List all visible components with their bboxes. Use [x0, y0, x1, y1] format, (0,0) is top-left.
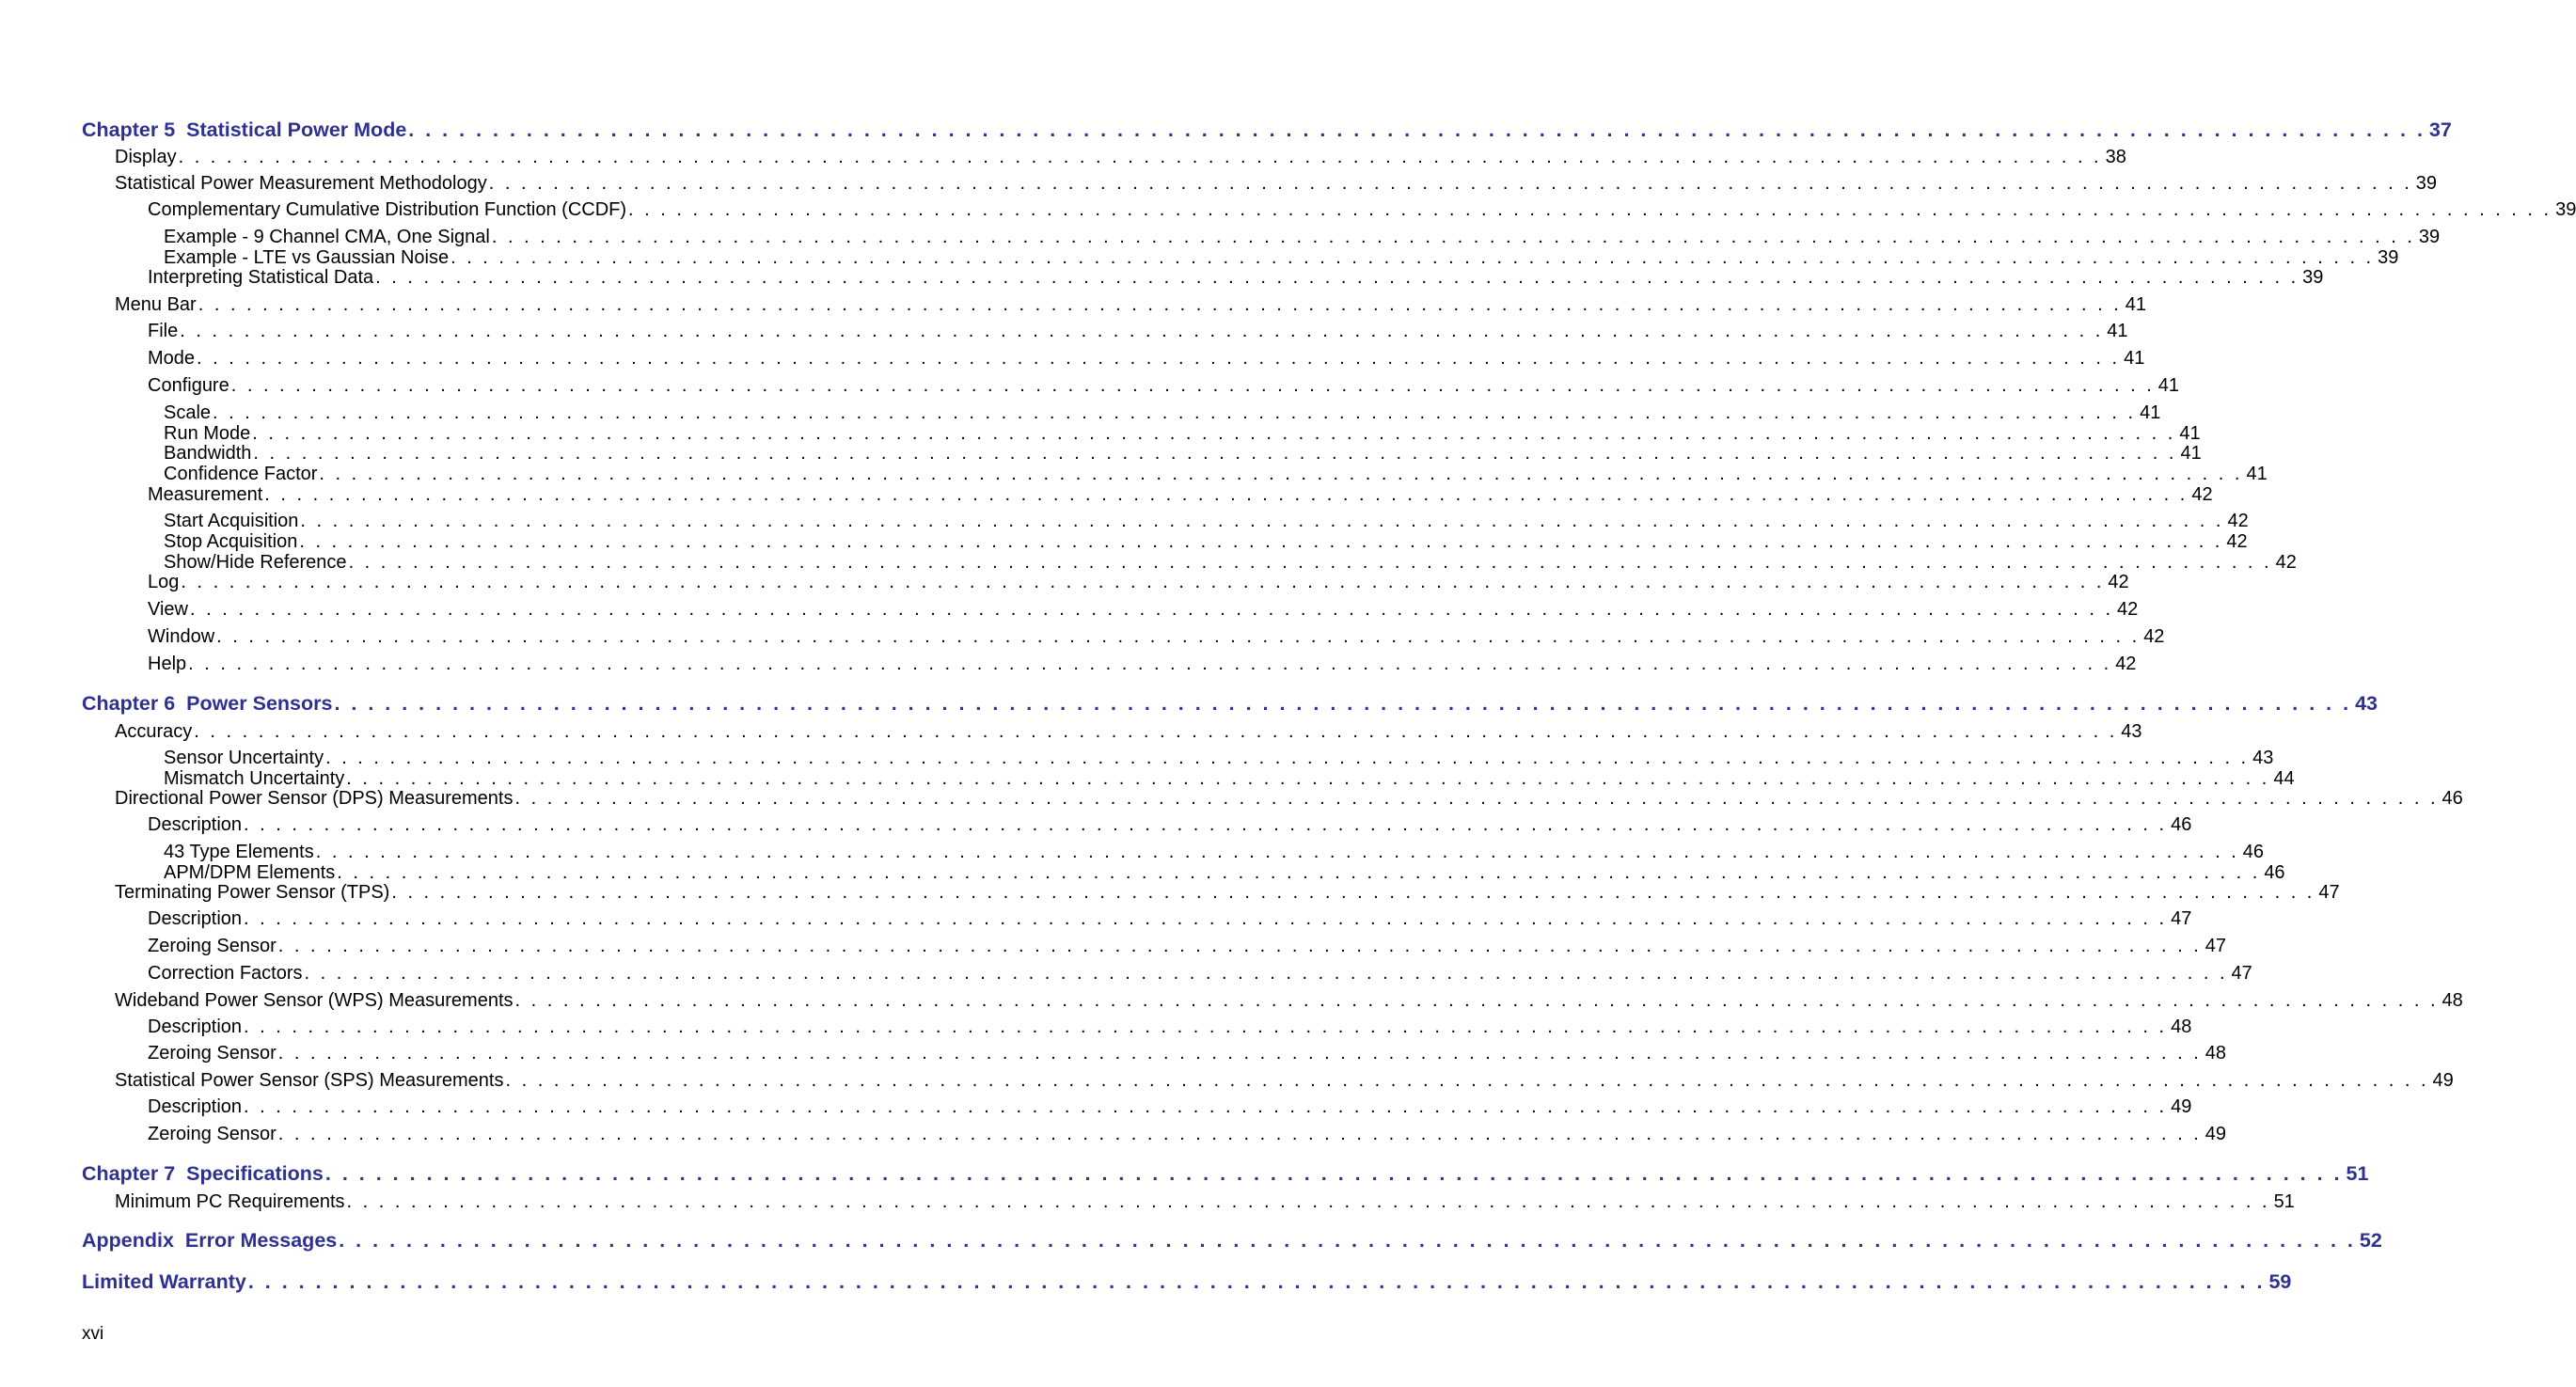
toc-entry-page-number: 44 — [2273, 768, 2295, 789]
toc-entry-page-number: 41 — [2180, 443, 2202, 464]
toc-entry-title: Statistical Power Measurement Methodology — [115, 173, 487, 194]
toc-chapter-entry[interactable] — [82, 1269, 2292, 1295]
dot-leader: . . . . . . . . . . . . . . . . . . . . . . . . . . . . . . . . . . . . . . . . . . . . . . . . . . . . . . . . . . . . . . . . . . . . . . . . . . . . . . . . . . . . . . . . . . . . . . . . . . . . . . . . . . . . . . . . . . . . . . . . — [197, 348, 2121, 369]
toc-entry-title: Chapter 6 Power Sensors — [82, 692, 333, 715]
dot-leader: . . . . . . . . . . . . . . . . . . . . . . . . . . . . . . . . . . . . . . . . . . . . . . . . . . . . . . . . . . . . . . . . . . . . . . . . . . . . . . . . . . . . . . . . . . . . . . . . . . . . . . . . . . . . . . . . . . . . . . . . — [346, 768, 2270, 789]
toc-entry-title: Description — [148, 908, 243, 929]
toc-entry-page-number: 48 — [2442, 990, 2463, 1011]
toc-entry[interactable] — [148, 483, 2213, 506]
toc-entry[interactable] — [148, 347, 2145, 370]
dot-leader: . . . . . . . . . . . . . . . . . . . . . . . . . . . . . . . . . . . . . . . . . . . . . . . . . . . . . . . . . . . . . . . . . . . . . . . . . . . . . . . . . . . . . . . . . . . . . . . . . . . . . . . . . . . . . . . . . . . . . . . . — [514, 788, 2439, 809]
toc-entry-page-number: 43 — [2252, 748, 2274, 768]
toc-entry-title: Interpreting Statistical Data — [148, 267, 374, 288]
toc-entry-title: Chapter 5 Statistical Power Mode — [82, 118, 407, 141]
dot-leader: . . . . . . . . . . . . . . . . . . . . . . . . . . . . . . . . . . . . . . . . . . . . . . . . . . . . . . . . . . . . . . . . . . . . . . . . . . . . . . . . . . . . . . . . . . . . . . . . . . . . . . . . . . . . . . . . . . . . . . . . — [264, 484, 2189, 505]
toc-entry-title: Chapter 7 Specifications — [82, 1162, 324, 1185]
toc-entry-page-number: 39 — [2555, 199, 2576, 220]
dot-leader: . . . . . . . . . . . . . . . . . . . . . . . . . . . . . . . . . . . . . . . . . . . . . . . . . . . . . . . . . . . . . . . . . . . . . . . . . . . . . . . . . . . . . . . . . . . . . . . . . . . . . . . . . . . . . . . . . . . . . . . . — [450, 247, 2375, 268]
toc-entry[interactable] — [148, 598, 2139, 621]
toc-entry-page-number: 38 — [2105, 147, 2126, 167]
toc-entry-page-number: 46 — [2242, 842, 2265, 862]
dot-leader: . . . . . . . . . . . . . . . . . . . . . . . . . . . . . . . . . . . . . . . . . . . . . . . . . . . . . . . . . . . . . . . . . . . . . . . . . . . . . . . . . . . . . . . . . . . . . . . . . . . . . . . . . . . . . . . . . . . . . . . . — [491, 227, 2415, 247]
toc-entry-title: APM/DPM Elements — [164, 862, 336, 883]
toc-entry-page-number: 49 — [2171, 1096, 2192, 1117]
toc-entry-page-number: 47 — [2318, 882, 2340, 903]
toc-entry-title: Directional Power Sensor (DPS) Measurements — [115, 788, 514, 809]
toc-entry-title: Description — [148, 1096, 243, 1117]
toc-entry-title: View — [148, 599, 188, 620]
toc-entry-page-number: 47 — [2205, 936, 2227, 956]
dot-leader: . . . . . . . . . . . . . . . . . . . . . . . . . . . . . . . . . . . . . . . . . . . . . . . . . . . . . . . . . . . . . . . . . . . . . . . . . . . . . . . . . . . . . . . . . . . . . . . . . . . . . . . . . . . . . . . . . . . . . . . . — [488, 173, 2412, 194]
toc-entry[interactable] — [148, 813, 2192, 836]
toc-entry[interactable] — [115, 881, 2340, 904]
toc-entry[interactable] — [148, 374, 2180, 397]
dot-leader: . . . . . . . . . . . . . . . . . . . . . . . . . . . . . . . . . . . . . . . . . . . . . . . . . . . . . . . . . . . . . . . . . . . . . . . . . . . . . . . . . . . . . . . . . . . . . . . . . . . . . . . . . . . . . . . . . . . . . . . . — [334, 692, 2352, 715]
toc-entry-title: Accuracy — [115, 721, 193, 742]
toc-entry-title: Display — [115, 147, 177, 167]
toc-entry-title: Configure — [148, 375, 229, 396]
dot-leader: . . . . . . . . . . . . . . . . . . . . . . . . . . . . . . . . . . . . . . . . . . . . . . . . . . . . . . . . . . . . . . . . . . . . . . . . . . . . . . . . . . . . . . . . . . . . . . . . . . . . . . . . . . . . . . . . . . . . . . . . — [178, 147, 2102, 167]
toc-entry-page-number: 41 — [2125, 294, 2147, 315]
dot-leader: . . . . . . . . . . . . . . . . . . . . . . . . . . . . . . . . . . . . . . . . . . . . . . . . . . . . . . . . . . . . . . . . . . . . . . . . . . . . . . . . . . . . . . . . . . . . . . . . . . . . . . . . . . . . . . . . . . . . . . . . — [348, 552, 2272, 573]
toc-entry[interactable] — [164, 402, 2161, 424]
toc-entry-title: File — [148, 321, 179, 341]
toc-entry-page-number: 49 — [2205, 1124, 2227, 1144]
toc-entry-page-number: 43 — [2355, 692, 2378, 715]
toc-chapter-entry[interactable] — [82, 690, 2378, 717]
toc-entry-title: Measurement — [148, 484, 263, 505]
dot-leader: . . . . . . . . . . . . . . . . . . . . . . . . . . . . . . . . . . . . . . . . . . . . . . . . . . . . . . . . . . . . . . . . . . . . . . . . . . . . . . . . . . . . . . . . . . . . . . . . . . . . . . . . . . . . . . . . . . . . . . . . — [628, 199, 2552, 220]
dot-leader: . . . . . . . . . . . . . . . . . . . . . . . . . . . . . . . . . . . . . . . . . . . . . . . . . . . . . . . . . . . . . . . . . . . . . . . . . . . . . . . . . . . . . . . . . . . . . . . . . . . . . . . . . . . . . . . . . . . . . . . . — [180, 321, 2104, 341]
toc-chapter-entry[interactable] — [82, 1227, 2382, 1253]
dot-leader: . . . . . . . . . . . . . . . . . . . . . . . . . . . . . . . . . . . . . . . . . . . . . . . . . . . . . . . . . . . . . . . . . . . . . . . . . . . . . . . . . . . . . . . . . . . . . . . . . . . . . . . . . . . . . . . . . . . . . . . . — [230, 375, 2155, 396]
dot-leader: . . . . . . . . . . . . . . . . . . . . . . . . . . . . . . . . . . . . . . . . . . . . . . . . . . . . . . . . . . . . . . . . . . . . . . . . . . . . . . . . . . . . . . . . . . . . . . . . . . . . . . . . . . . . . . . . . . . . . . . . — [244, 1096, 2168, 1117]
dot-leader: . . . . . . . . . . . . . . . . . . . . . . . . . . . . . . . . . . . . . . . . . . . . . . . . . . . . . . . . . . . . . . . . . . . . . . . . . . . . . . . . . . . . . . . . . . . . . . . . . . . . . . . . . . . . . . . . . . . . . . . . — [339, 1229, 2356, 1252]
toc-chapter-entry[interactable] — [82, 1160, 2369, 1187]
toc-entry[interactable] — [164, 530, 2248, 553]
dot-leader: . . . . . . . . . . . . . . . . . . . . . . . . . . . . . . . . . . . . . . . . . . . . . . . . . . . . . . . . . . . . . . . . . . . . . . . . . . . . . . . . . . . . . . . . . . . . . . . . . . . . . . . . . . . . . . . . . . . . . . . . — [190, 599, 2114, 620]
toc-entry-page-number: 42 — [2226, 531, 2248, 552]
toc-entry-page-number: 42 — [2143, 626, 2165, 647]
toc-entry-page-number: 42 — [2227, 511, 2249, 531]
toc-entry-title: Bandwidth — [164, 443, 252, 464]
dot-leader: . . . . . . . . . . . . . . . . . . . . . . . . . . . . . . . . . . . . . . . . . . . . . . . . . . . . . . . . . . . . . . . . . . . . . . . . . . . . . . . . . . . . . . . . . . . . . . . . . . . . . . . . . . . . . . . . . . . . . . . . — [244, 908, 2168, 929]
toc-entry-title: Start Acquisition — [164, 511, 299, 531]
dot-leader: . . . . . . . . . . . . . . . . . . . . . . . . . . . . . . . . . . . . . . . . . . . . . . . . . . . . . . . . . . . . . . . . . . . . . . . . . . . . . . . . . . . . . . . . . . . . . . . . . . . . . . . . . . . . . . . . . . . . . . . . — [375, 267, 2299, 288]
toc-entry-page-number: 42 — [2117, 599, 2139, 620]
toc-entry[interactable] — [164, 841, 2265, 863]
toc-entry-page-number: 39 — [2415, 173, 2438, 194]
dot-leader: . . . . . . . . . . . . . . . . . . . . . . . . . . . . . . . . . . . . . . . . . . . . . . . . . . . . . . . . . . . . . . . . . . . . . . . . . . . . . . . . . . . . . . . . . . . . . . . . . . . . . . . . . . . . . . . . . . . . . . . . — [181, 572, 2105, 592]
dot-leader: . . . . . . . . . . . . . . . . . . . . . . . . . . . . . . . . . . . . . . . . . . . . . . . . . . . . . . . . . . . . . . . . . . . . . . . . . . . . . . . . . . . . . . . . . . . . . . . . . . . . . . . . . . . . . . . . . . . . . . . . — [244, 1017, 2168, 1037]
toc-entry-page-number: 37 — [2428, 118, 2452, 141]
toc-entry[interactable] — [148, 198, 2576, 221]
toc-entry-title: Description — [148, 814, 243, 835]
toc-entry-title: Statistical Power Sensor (SPS) Measurements — [115, 1070, 504, 1091]
dot-leader: . . . . . . . . . . . . . . . . . . . . . . . . . . . . . . . . . . . . . . . . . . . . . . . . . . . . . . . . . . . . . . . . . . . . . . . . . . . . . . . . . . . . . . . . . . . . . . . . . . . . . . . . . . . . . . . . . . . . . . . . — [244, 814, 2168, 835]
toc-entry-title: Scale — [164, 402, 212, 423]
toc-entry[interactable] — [164, 510, 2249, 532]
toc-entry-title: Wideband Power Sensor (WPS) Measurements — [115, 990, 514, 1011]
dot-leader: . . . . . . . . . . . . . . . . . . . . . . . . . . . . . . . . . . . . . . . . . . . . . . . . . . . . . . . . . . . . . . . . . . . . . . . . . . . . . . . . . . . . . . . . . . . . . . . . . . . . . . . . . . . . . . . . . . . . . . . . — [277, 936, 2202, 956]
toc-entry-title: Show/Hide Reference — [164, 552, 347, 573]
dot-leader: . . . . . . . . . . . . . . . . . . . . . . . . . . . . . . . . . . . . . . . . . . . . . . . . . . . . . . . . . . . . . . . . . . . . . . . . . . . . . . . . . . . . . . . . . . . . . . . . . . . . . . . . . . . . . . . . . . . . . . . . — [299, 531, 2223, 552]
toc-entry[interactable] — [164, 463, 2268, 485]
toc-entry[interactable] — [164, 442, 2202, 465]
dot-leader: . . . . . . . . . . . . . . . . . . . . . . . . . . . . . . . . . . . . . . . . . . . . . . . . . . . . . . . . . . . . . . . . . . . . . . . . . . . . . . . . . . . . . . . . . . . . . . . . . . . . . . . . . . . . . . . . . . . . . . . . — [408, 118, 2426, 141]
page-number: xvi — [82, 1324, 104, 1344]
dot-leader: . . . . . . . . . . . . . . . . . . . . . . . . . . . . . . . . . . . . . . . . . . . . . . . . . . . . . . . . . . . . . . . . . . . . . . . . . . . . . . . . . . . . . . . . . . . . . . . . . . . . . . . . . . . . . . . . . . . . . . . . — [213, 402, 2137, 423]
toc-entry-page-number: 42 — [2191, 484, 2213, 505]
toc-entry-title: Run Mode — [164, 423, 251, 444]
toc-entry[interactable] — [115, 172, 2438, 195]
dot-leader: . . . . . . . . . . . . . . . . . . . . . . . . . . . . . . . . . . . . . . . . . . . . . . . . . . . . . . . . . . . . . . . . . . . . . . . . . . . . . . . . . . . . . . . . . . . . . . . . . . . . . . . . . . . . . . . . . . . . . . . . — [198, 294, 2122, 315]
toc-entry-title: 43 Type Elements — [164, 842, 314, 862]
dot-leader: . . . . . . . . . . . . . . . . . . . . . . . . . . . . . . . . . . . . . . . . . . . . . . . . . . . . . . . . . . . . . . . . . . . . . . . . . . . . . . . . . . . . . . . . . . . . . . . . . . . . . . . . . . . . . . . . . . . . . . . . — [514, 990, 2439, 1011]
toc-entry[interactable] — [115, 720, 2142, 743]
toc-entry-page-number: 41 — [2124, 348, 2145, 369]
toc-entry-page-number: 52 — [2359, 1229, 2382, 1252]
toc-entry-page-number: 46 — [2264, 862, 2285, 883]
toc-entry[interactable] — [148, 320, 2128, 342]
toc-entry-page-number: 41 — [2107, 321, 2128, 341]
toc-entry[interactable] — [115, 989, 2463, 1012]
dot-leader: . . . . . . . . . . . . . . . . . . . . . . . . . . . . . . . . . . . . . . . . . . . . . . . . . . . . . . . . . . . . . . . . . . . . . . . . . . . . . . . . . . . . . . . . . . . . . . . . . . . . . . . . . . . . . . . . . . . . . . . . — [194, 721, 2118, 742]
toc-entry[interactable] — [148, 1016, 2192, 1038]
toc-entry[interactable] — [148, 571, 2129, 593]
toc-entry-page-number: 51 — [2273, 1191, 2295, 1212]
toc-entry-title: Confidence Factor — [164, 464, 318, 484]
dot-leader: . . . . . . . . . . . . . . . . . . . . . . . . . . . . . . . . . . . . . . . . . . . . . . . . . . . . . . . . . . . . . . . . . . . . . . . . . . . . . . . . . . . . . . . . . . . . . . . . . . . . . . . . . . . . . . . . . . . . . . . . — [319, 464, 2243, 484]
toc-entry-page-number: 47 — [2231, 963, 2252, 984]
dot-leader: . . . . . . . . . . . . . . . . . . . . . . . . . . . . . . . . . . . . . . . . . . . . . . . . . . . . . . . . . . . . . . . . . . . . . . . . . . . . . . . . . . . . . . . . . . . . . . . . . . . . . . . . . . . . . . . . . . . . . . . . — [277, 1043, 2202, 1064]
toc-entry[interactable] — [148, 907, 2192, 930]
toc-entry-page-number: 39 — [2418, 227, 2441, 247]
toc-entry[interactable] — [164, 747, 2274, 769]
dot-leader: . . . . . . . . . . . . . . . . . . . . . . . . . . . . . . . . . . . . . . . . . . . . . . . . . . . . . . . . . . . . . . . . . . . . . . . . . . . . . . . . . . . . . . . . . . . . . . . . . . . . . . . . . . . . . . . . . . . . . . . . — [304, 963, 2228, 984]
toc-entry-page-number: 48 — [2205, 1043, 2227, 1064]
toc-entry-title: Limited Warranty — [82, 1270, 246, 1293]
dot-leader: . . . . . . . . . . . . . . . . . . . . . . . . . . . . . . . . . . . . . . . . . . . . . . . . . . . . . . . . . . . . . . . . . . . . . . . . . . . . . . . . . . . . . . . . . . . . . . . . . . . . . . . . . . . . . . . . . . . . . . . . — [216, 626, 2141, 647]
toc-entry-title: Mode — [148, 348, 196, 369]
toc-entry-title: Stop Acquisition — [164, 531, 298, 552]
toc-entry-page-number: 42 — [2275, 552, 2297, 573]
toc-entry[interactable] — [148, 1042, 2227, 1064]
toc-entry[interactable] — [115, 293, 2147, 316]
dot-leader: . . . . . . . . . . . . . . . . . . . . . . . . . . . . . . . . . . . . . . . . . . . . . . . . . . . . . . . . . . . . . . . . . . . . . . . . . . . . . . . . . . . . . . . . . . . . . . . . . . . . . . . . . . . . . . . . . . . . . . . . — [300, 511, 2224, 531]
dot-leader: . . . . . . . . . . . . . . . . . . . . . . . . . . . . . . . . . . . . . . . . . . . . . . . . . . . . . . . . . . . . . . . . . . . . . . . . . . . . . . . . . . . . . . . . . . . . . . . . . . . . . . . . . . . . . . . . . . . . . . . . — [325, 748, 2250, 768]
toc-entry[interactable] — [115, 1190, 2295, 1213]
toc-entry-page-number: 41 — [2157, 375, 2180, 396]
dot-leader: . . . . . . . . . . . . . . . . . . . . . . . . . . . . . . . . . . . . . . . . . . . . . . . . . . . . . . . . . . . . . . . . . . . . . . . . . . . . . . . . . . . . . . . . . . . . . . . . . . . . . . . . . . . . . . . . . . . . . . . . — [188, 654, 2112, 674]
toc-entry[interactable] — [148, 1095, 2192, 1118]
toc-entry-page-number: 39 — [2378, 247, 2399, 268]
toc-entry[interactable] — [115, 1069, 2454, 1092]
toc-entry[interactable] — [148, 962, 2252, 985]
toc-entry-title: Log — [148, 572, 180, 592]
toc-entry[interactable] — [115, 146, 2126, 168]
toc-entry-title: Zeroing Sensor — [148, 1043, 277, 1064]
toc-entry[interactable] — [148, 625, 2165, 648]
toc-entry-page-number: 46 — [2171, 814, 2192, 835]
toc-entry-page-number: 47 — [2171, 908, 2192, 929]
toc-entry-page-number: 43 — [2121, 721, 2142, 742]
dot-leader: . . . . . . . . . . . . . . . . . . . . . . . . . . . . . . . . . . . . . . . . . . . . . . . . . . . . . . . . . . . . . . . . . . . . . . . . . . . . . . . . . . . . . . . . . . . . . . . . . . . . . . . . . . . . . . . . . . . . . . . . — [277, 1124, 2202, 1144]
toc-entry-page-number: 41 — [2140, 402, 2161, 423]
toc-entry-title: Terminating Power Sensor (TPS) — [115, 882, 390, 903]
dot-leader: . . . . . . . . . . . . . . . . . . . . . . . . . . . . . . . . . . . . . . . . . . . . . . . . . . . . . . . . . . . . . . . . . . . . . . . . . . . . . . . . . . . . . . . . . . . . . . . . . . . . . . . . . . . . . . . . . . . . . . . . — [391, 882, 2315, 903]
dot-leader: . . . . . . . . . . . . . . . . . . . . . . . . . . . . . . . . . . . . . . . . . . . . . . . . . . . . . . . . . . . . . . . . . . . . . . . . . . . . . . . . . . . . . . . . . . . . . . . . . . . . . . . . . . . . . . . . . . . . . . . . — [324, 1162, 2343, 1185]
toc-entry[interactable] — [148, 935, 2227, 957]
toc-entry-page-number: 39 — [2302, 267, 2324, 288]
toc-entry[interactable] — [115, 787, 2463, 810]
toc-entry-page-number: 42 — [2108, 572, 2129, 592]
dot-leader: . . . . . . . . . . . . . . . . . . . . . . . . . . . . . . . . . . . . . . . . . . . . . . . . . . . . . . . . . . . . . . . . . . . . . . . . . . . . . . . . . . . . . . . . . . . . . . . . . . . . . . . . . . . . . . . . . . . . . . . . — [505, 1070, 2429, 1091]
toc-entry-title: Example - 9 Channel CMA, One Signal — [164, 227, 490, 247]
toc-entry[interactable] — [148, 1123, 2227, 1145]
toc-entry-page-number: 51 — [2346, 1162, 2369, 1185]
toc-entry-title: Appendix Error Messages — [82, 1229, 338, 1252]
toc-entry-title: Mismatch Uncertainty — [164, 768, 345, 789]
toc-entry-title: Description — [148, 1017, 243, 1037]
toc-entry-title: Sensor Uncertainty — [164, 748, 324, 768]
toc-entry-title: Example - LTE vs Gaussian Noise — [164, 247, 450, 268]
dot-leader: . . . . . . . . . . . . . . . . . . . . . . . . . . . . . . . . . . . . . . . . . . . . . . . . . . . . . . . . . . . . . . . . . . . . . . . . . . . . . . . . . . . . . . . . . . . . . . . . . . . . . . . . . . . . . . . . . . . . . . . . — [337, 862, 2261, 883]
toc-entry[interactable] — [164, 226, 2441, 248]
toc-entry-title: Zeroing Sensor — [148, 1124, 277, 1144]
toc-entry-title: Menu Bar — [115, 294, 197, 315]
toc-entry[interactable] — [148, 653, 2137, 675]
dot-leader: . . . . . . . . . . . . . . . . . . . . . . . . . . . . . . . . . . . . . . . . . . . . . . . . . . . . . . . . . . . . . . . . . . . . . . . . . . . . . . . . . . . . . . . . . . . . . . . . . . . . . . . . . . . . . . . . . . . . . . . . — [247, 1270, 2266, 1293]
toc-entry-page-number: 49 — [2432, 1070, 2454, 1091]
toc-entry-title: Minimum PC Requirements — [115, 1191, 345, 1212]
dot-leader: . . . . . . . . . . . . . . . . . . . . . . . . . . . . . . . . . . . . . . . . . . . . . . . . . . . . . . . . . . . . . . . . . . . . . . . . . . . . . . . . . . . . . . . . . . . . . . . . . . . . . . . . . . . . . . . . . . . . . . . . — [253, 443, 2177, 464]
dot-leader: . . . . . . . . . . . . . . . . . . . . . . . . . . . . . . . . . . . . . . . . . . . . . . . . . . . . . . . . . . . . . . . . . . . . . . . . . . . . . . . . . . . . . . . . . . . . . . . . . . . . . . . . . . . . . . . . . . . . . . . . — [346, 1191, 2270, 1212]
toc-chapter-entry[interactable] — [82, 117, 2452, 143]
dot-leader: . . . . . . . . . . . . . . . . . . . . . . . . . . . . . . . . . . . . . . . . . . . . . . . . . . . . . . . . . . . . . . . . . . . . . . . . . . . . . . . . . . . . . . . . . . . . . . . . . . . . . . . . . . . . . . . . . . . . . . . . — [315, 842, 2239, 862]
toc-entry-page-number: 59 — [2268, 1270, 2292, 1293]
toc-entry-title: Help — [148, 654, 187, 674]
toc-entry[interactable] — [148, 266, 2324, 289]
toc-entry-title: Window — [148, 626, 215, 647]
toc-entry-page-number: 41 — [2246, 464, 2268, 484]
toc-entry-page-number: 48 — [2171, 1017, 2192, 1037]
toc-entry-page-number: 46 — [2442, 788, 2463, 809]
toc-entry-title: Zeroing Sensor — [148, 936, 277, 956]
toc-entry-title: Complementary Cumulative Distribution Function (CCDF) — [148, 199, 627, 220]
toc-entry-title: Correction Factors — [148, 963, 303, 984]
dot-leader: . . . . . . . . . . . . . . . . . . . . . . . . . . . . . . . . . . . . . . . . . . . . . . . . . . . . . . . . . . . . . . . . . . . . . . . . . . . . . . . . . . . . . . . . . . . . . . . . . . . . . . . . . . . . . . . . . . . . . . . . — [252, 423, 2176, 444]
toc-entry-page-number: 42 — [2115, 654, 2137, 674]
toc-entry-page-number: 41 — [2179, 423, 2201, 444]
